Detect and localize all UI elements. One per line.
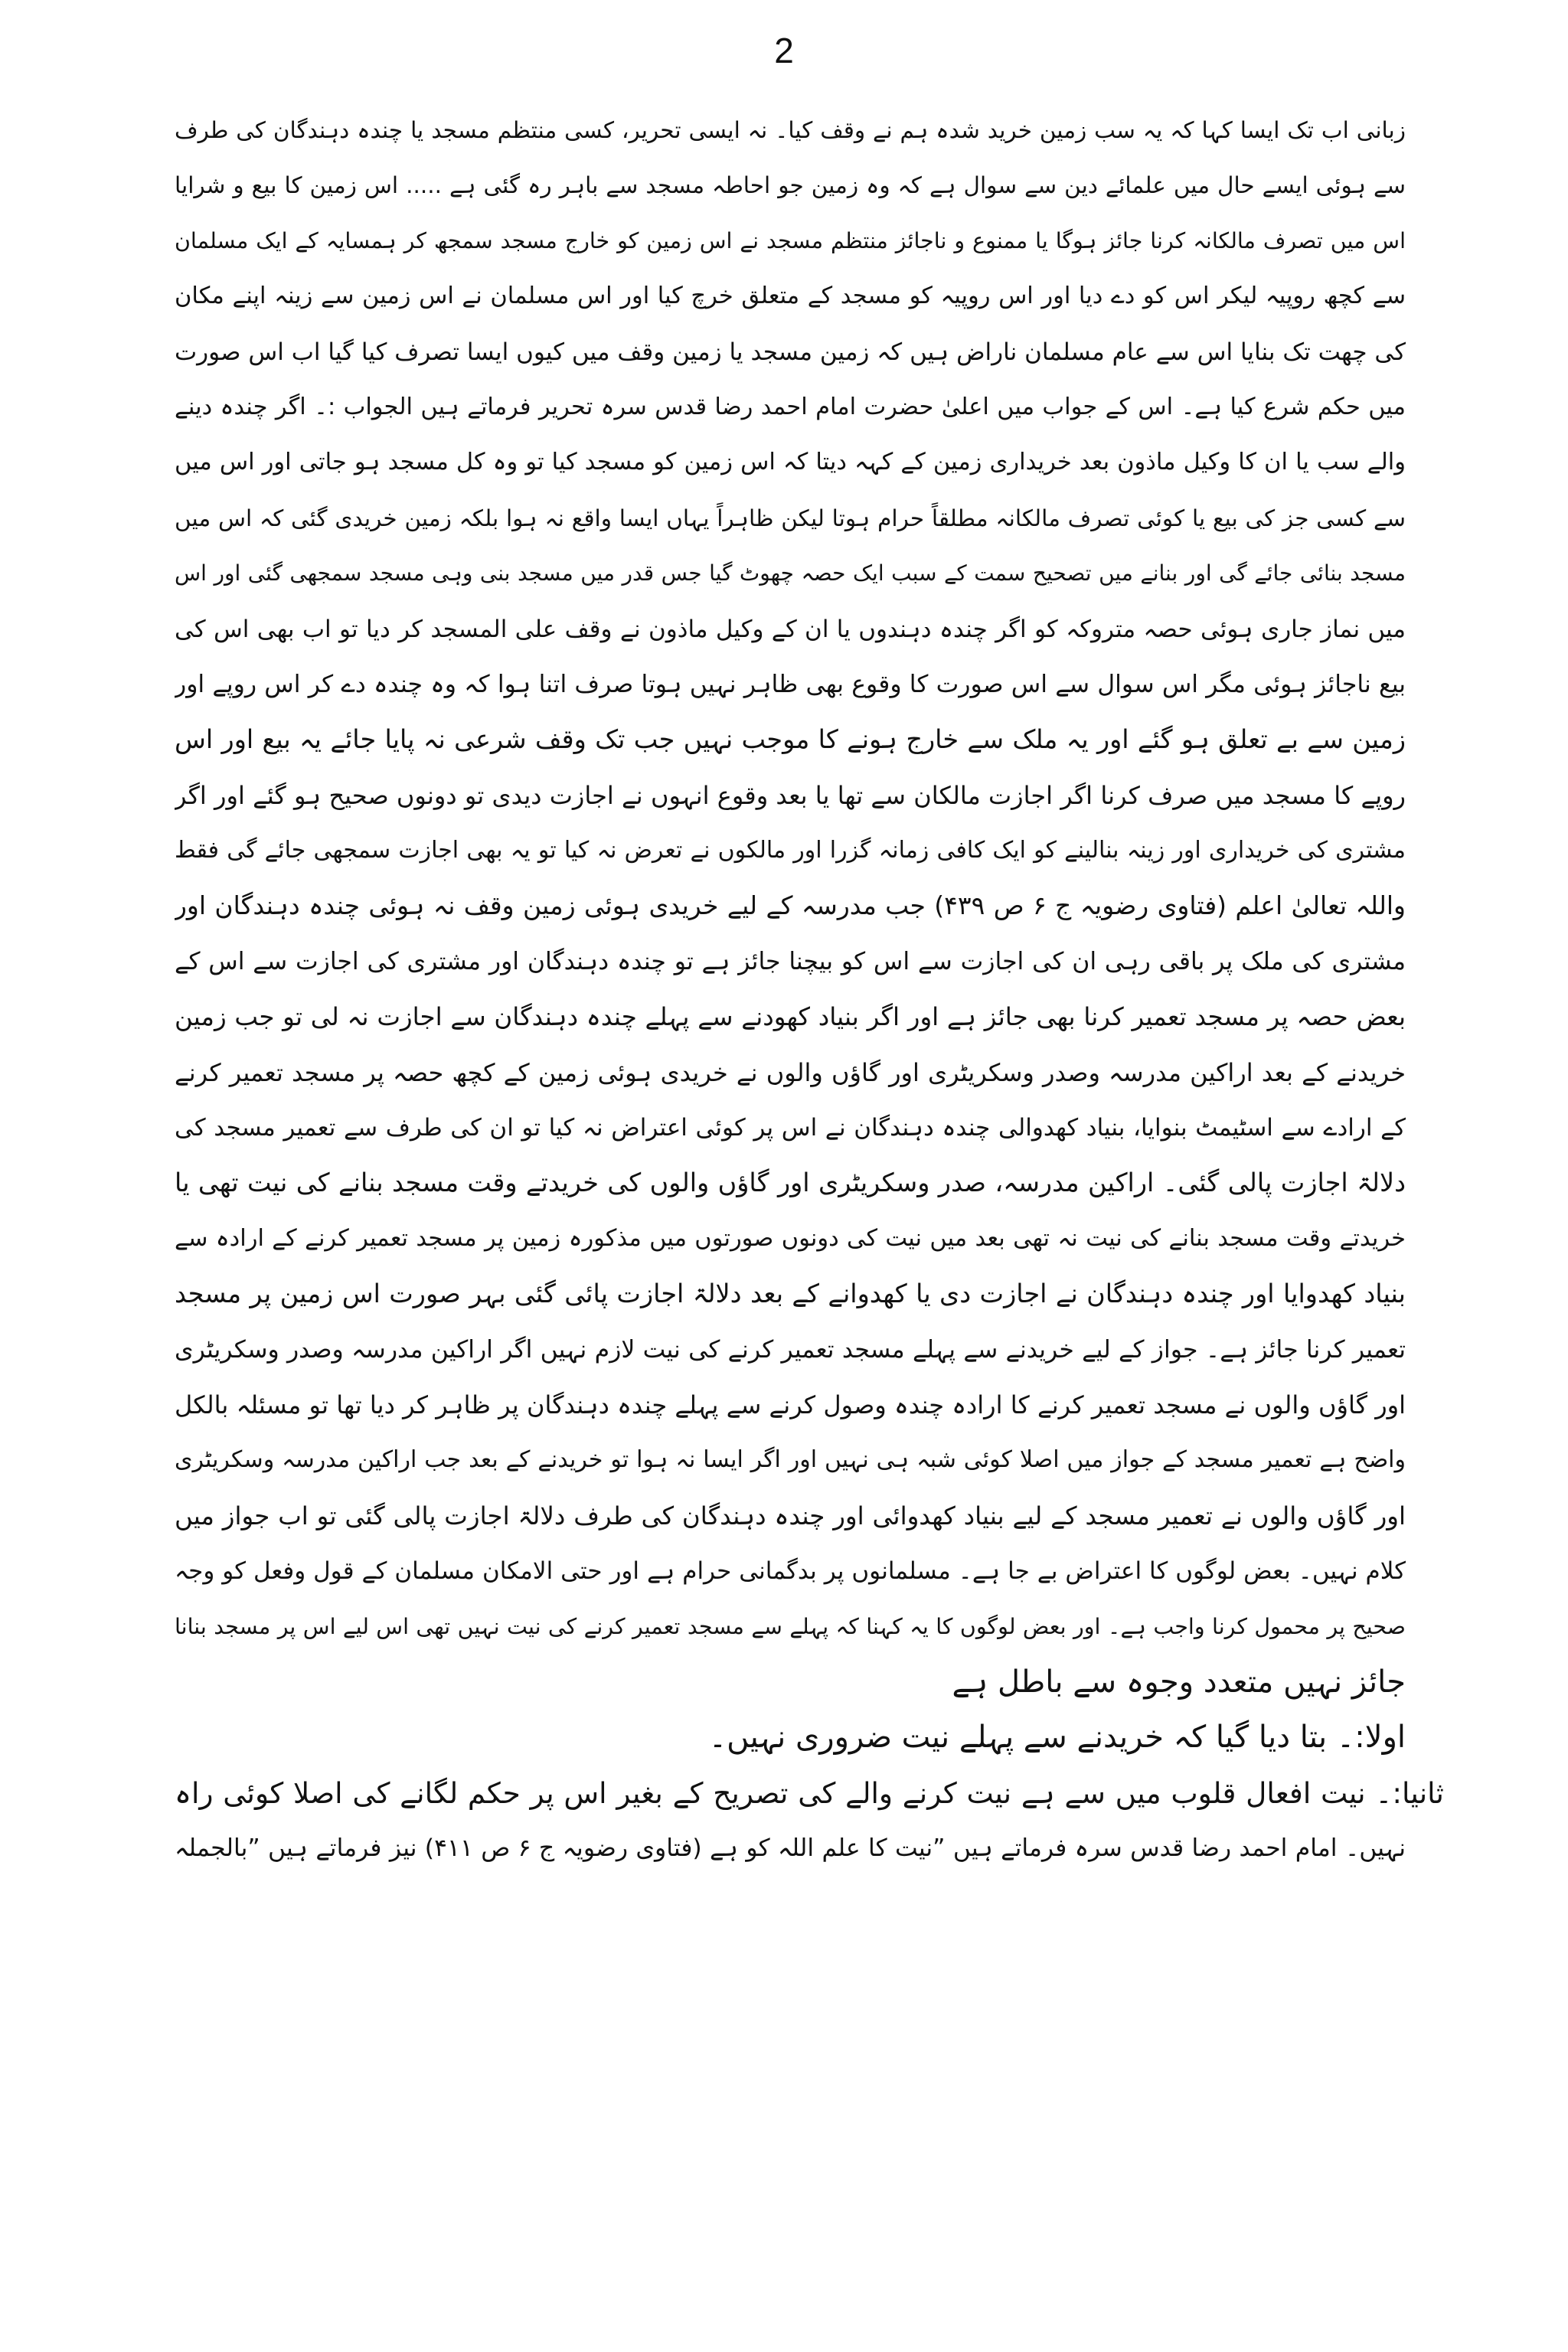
text-line: کی چھت تک بنایا اس سے عام مسلمان ناراض ہیں کہ زمین مسجد یا زمین وقف میں کیوں ایسا تصرف کیا گیا اب اس صورت: [175, 338, 1406, 366]
text-line: واضح ہے تعمیر مسجد کے جواز میں اصلا کوئی شبہ ہی نہیں اور اگر ایسا نہ ہوا تو خریدنے کے بعد جب اراکین مدرسہ وسکریٹری: [175, 1446, 1406, 1474]
text-line: سے کچھ روپیہ لیکر اس کو دے دیا اور اس روپیہ کو مسجد کے متعلق خرچ کیا اور اس مسلمان نے اس زمین سے زینہ اپنے مکان: [175, 283, 1406, 310]
text-line: سے ہوئی ایسے حال میں علمائے دین سے سوال ہے کہ وہ زمین جو احاطہ مسجد سے باہر رہ گئی ہے ..... اس زمین کا بیع و شرایا: [175, 172, 1406, 199]
text-line: اور گاؤں والوں نے تعمیر مسجد کے لیے بنیاد کھدوائی اور چندہ دہندگان کی طرف دلالۃ اجازت پالی گئی تو اب جواز میں: [175, 1501, 1406, 1530]
text-line: اس میں تصرف مالکانہ کرنا جائز ہوگا یا ممنوع و ناجائز منتظم مسجد نے اس زمین کو خارج مسجد سمجھ کر ہمسایہ کے ایک مسلمان: [175, 227, 1406, 253]
text-line: مشتری کی خریداری اور زینہ بنالینے کو ایک کافی زمانہ گزرا اور مالکوں نے تعرض نہ کیا تو یہ بھی اجازت سمجھی جائے گی فقط: [175, 837, 1406, 864]
text-line: جائز نہیں متعدد وجوہ سے باطل ہے: [952, 1664, 1406, 1700]
text-line: مسجد بنائی جائے گی اور بنانے میں تصحیح سمت کے سبب ایک حصہ چھوٹ گیا جس قدر میں مسجد بنی وہی مسجد سمجھی گئی اور اس: [175, 560, 1406, 586]
text-line: زبانی اب تک ایسا کہا کہ یہ سب زمین خرید شدہ ہم نے وقف کیا۔ نہ ایسی تحریر، کسی منتظم مسجد یا چندہ دہندگان کی طرف: [175, 117, 1406, 143]
body-text: [175, 103, 1444, 1877]
text-line: واللہ تعالیٰ اعلم (فتاوی رضویہ ج ۶ ص ۴۳۹) جب مدرسہ کے لیے خریدی ہوئی زمین وقف نہ ہوئی چندہ دہندگان اور: [175, 890, 1406, 921]
text-line: سے کسی جز کی بیع یا کوئی تصرف مالکانہ مطلقاً حرام ہوتا لیکن ظاہراً یہاں ایسا واقع نہ ہوا بلکہ زمین خریدی گئی کہ اس میں: [175, 505, 1406, 531]
text-line: روپے کا مسجد میں صرف کرنا اگر اجازت مالکان سے تھا یا بعد وقوع انہوں نے اجازت دیدی تو دونوں صحیح ہو گئے اور اگر: [175, 780, 1406, 810]
text-line: ثانیا:۔ نیت افعال قلوب میں سے ہے نیت کرنے والے کی تصریح کے بغیر اس پر حکم لگانے کی اصلا کوئی راہ: [175, 1775, 1444, 1810]
text-line: بنیاد کھدوایا اور چندہ دہندگان نے اجازت دی یا کھدوانے کے بعد دلالۃ اجازت پائی گئی بہر صورت اس زمین پر مسجد: [175, 1279, 1406, 1309]
text-line: والے سب یا ان کا وکیل ماذون بعد خریداری زمین کے کہہ دیتا کہ اس زمین کو مسجد کیا تو وہ کل مسجد ہو جاتی اور اس میں: [175, 449, 1406, 476]
page-number: 2: [774, 31, 794, 70]
text-line: بعض حصہ پر مسجد تعمیر کرنا بھی جائز ہے اور اگر بنیاد کھودنے سے پہلے چندہ دہندگان سے اجازت نہ لی تو جب زمین: [175, 1002, 1406, 1032]
text-line: نہیں۔ امام احمد رضا قدس سرہ فرماتے ہیں ”نیت کا علم اللہ کو ہے (فتاوی رضویہ ج ۶ ص ۴۱۱) نیز فرماتے ہیں ”بالجملہ: [175, 1834, 1406, 1863]
text-line: مشتری کی ملک پر باقی رہی ان کی اجازت سے اس کو بیچنا جائز ہے تو چندہ دہندگان اور مشتری کی اجازت سے اس کے: [175, 947, 1406, 975]
text-line: کے ارادے سے اسٹیمٹ بنوایا، بنیاد کھدوالی چندہ دہندگان نے اس پر کوئی اعتراض نہ کیا تو ان کی طرف سے تعمیر مسجد کی: [175, 1114, 1406, 1142]
text-line: بیع ناجائز ہوئی مگر اس سوال سے اس صورت کا وقوع بھی ظاہر نہیں ہوتا صرف اتنا ہوا کہ وہ چندہ دے کر اس روپے اور: [175, 670, 1406, 698]
text-line: خریدنے کے بعد اراکین مدرسہ وصدر وسکریٹری اور گاؤں والوں نے خریدی ہوئی زمین کے کچھ حصہ پر مسجد تعمیر کرنے: [175, 1057, 1406, 1087]
text-line: کلام نہیں۔ بعض لوگوں کا اعتراض بے جا ہے۔ مسلمانوں پر بدگمانی حرام ہے اور حتی الامکان مسلمان کے قول وفعل کو وجہ: [175, 1557, 1406, 1586]
text-line: تعمیر کرنا جائز ہے۔ جواز کے لیے خریدنے سے پہلے مسجد تعمیر کرنے کی نیت لازم نہیں اگر اراکین مدرسہ وصدر وسکریٹری: [175, 1335, 1406, 1364]
text-line: زمین سے بے تعلق ہو گئے اور یہ ملک سے خارج ہونے کا موجب نہیں جب تک وقف شرعی نہ پایا جائے یہ بیع اور اس: [175, 724, 1406, 755]
text-line: خریدتے وقت مسجد بنانے کی نیت نہ تھی بعد میں نیت کی دونوں صورتوں میں مذکورہ زمین پر مسجد تعمیر کرنے کے ارادہ سے: [175, 1224, 1406, 1252]
text-line: اور گاؤں والوں نے مسجد تعمیر کرنے کا ارادہ چندہ وصول کرنے سے پہلے چندہ دہندگان پر ظاہر کر دیا تھا تو مسئلہ بالکل: [175, 1390, 1406, 1419]
text-line: میں نماز جاری ہوئی حصہ متروکہ کو اگر چندہ دہندوں یا ان کے وکیل ماذون نے وقف علی المسجد کر دیا تو اب بھی اس کی: [175, 615, 1406, 643]
text-line: صحیح پر محمول کرنا واجب ہے۔ اور بعض لوگوں کا یہ کہنا کہ پہلے سے مسجد تعمیر کرنے کی نیت نہیں تھی اس لیے اس پر مسجد بنانا: [175, 1613, 1406, 1639]
text-line: دلالۃ اجازت پالی گئی۔ اراکین مدرسہ، صدر وسکریٹری اور گاؤں والوں کی خریدتے وقت مسجد بنانے کی نیت تھی یا: [175, 1168, 1406, 1198]
text-line: اولا:۔ بتا دیا گیا کہ خریدنے سے پہلے نیت ضروری نہیں۔: [708, 1720, 1406, 1756]
text-line: میں حکم شرع کیا ہے۔ اس کے جواب میں اعلیٰ حضرت امام احمد رضا قدس سرہ تحریر فرماتے ہیں الجواب :۔ اگر چندہ دینے: [175, 393, 1406, 420]
